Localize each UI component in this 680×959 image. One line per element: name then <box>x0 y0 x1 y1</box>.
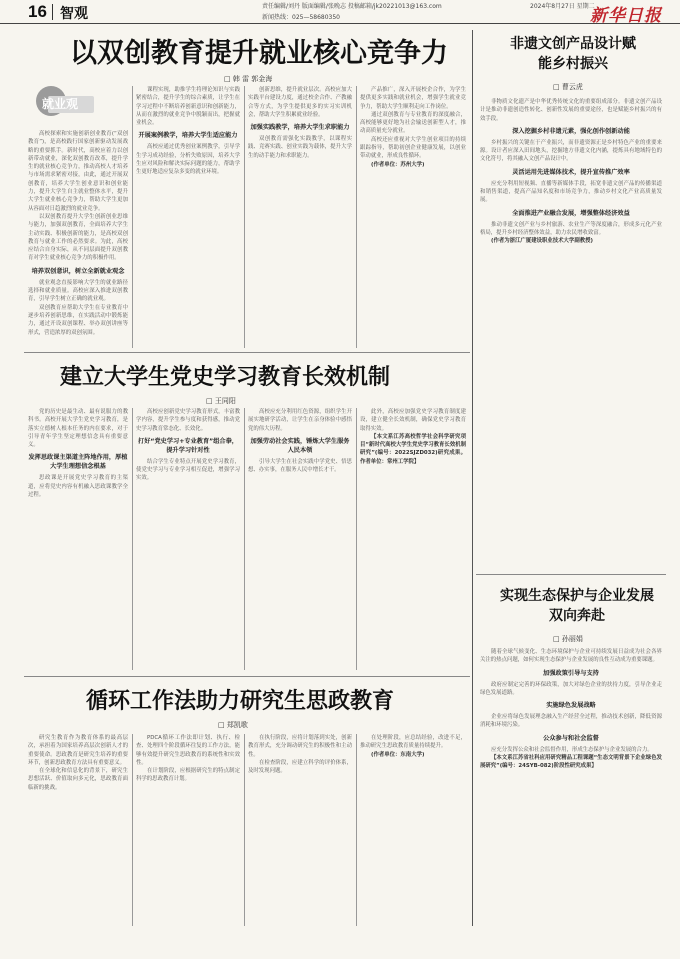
paragraph: 在执行阶段，应将计划落到实处，创新教育形式，充分调动研究生的积极性和主动性。 <box>248 735 352 758</box>
author-note: (作者单位：东南大学) <box>371 751 425 758</box>
article5-byline: □ 孙丽娟 <box>553 635 583 643</box>
article3-column-2 <box>136 408 240 670</box>
paragraph: 就业观念直接影响大学生的就业路径选择和就业质量。高校应深入推进双创教育，引导学生树立正确的就业观。 <box>28 279 128 303</box>
subheading: 加强劳动社会实践，锤炼大学生服务人民本领 <box>250 437 350 454</box>
paragraph: 乡村振兴的关键在于产业振兴，而非遗资源正是乡村特色产业的重要来源。设计者应深入田间地头，挖掘地方非遗文化内涵，提炼具有地域特色的文化符号，将其融入文创产品设计中。 <box>480 139 662 163</box>
article5-body <box>480 648 662 924</box>
article3-column-3 <box>248 408 352 670</box>
paragraph: 通过双创教育与专业教育的深度融合，高校能够更好地为社会输送创新型人才，推动高质量充分就业。 <box>360 111 466 135</box>
paragraph: 创新思维，提升就业层次。高校应加大实践平台建设力度，通过校企合作、产教融合等方式，为学生提供更多的实习实训机会，帮助大学生积累就业经验。 <box>248 87 352 118</box>
paragraph: 党的历史是最生动、最有说服力的教科书。高校开展大学生党史学习教育，是落实立德树人根本任务的内在要求，对于引导青年学生坚定理想信念具有重要意义。 <box>28 409 128 449</box>
page-number: 16 <box>28 2 47 21</box>
paragraph: 在处理阶段，应总结经验，改进不足，推动研究生思政教育质量持续提升。 <box>360 735 466 750</box>
article4-column-1 <box>28 734 128 926</box>
column-divider <box>356 734 357 926</box>
research-note: 【本文系江苏高校哲学社会科学研究项目“新时代高校大学生党史学习教育长效机制研究”(编号：2022SJZD032)研究成果。作者单位：常州工学院】 <box>360 433 466 465</box>
column-divider <box>132 734 133 926</box>
subheading: 加强实践教学，培养大学生求职能力 <box>250 124 350 132</box>
article5-title-text: 实现生态保护与企业发展双向奔赴 <box>500 588 654 624</box>
page-masthead <box>0 0 680 24</box>
article4-column-2 <box>136 734 240 926</box>
paragraph: 双创教育应帮助大学生在专业教育中逐步培养创新思维，在实践活动中锻炼能力，通过开设双创课程、举办双创讲座等形式，营造浓厚的双创氛围。 <box>28 304 128 336</box>
column-divider <box>132 86 133 348</box>
news-hotline: 新闻热线：025—58680350 <box>262 14 340 21</box>
article2-title: 非遗文创产品设计赋能乡村振兴 <box>510 36 636 72</box>
column-divider <box>356 86 357 348</box>
editor-info: 责任编辑/刘丹 版面编辑/张晚志 投稿邮箱/jk20221013@163.com <box>262 3 442 10</box>
article1-column-4 <box>360 86 466 348</box>
article1-title: 以双创教育提升就业核心竞争力 <box>70 38 448 69</box>
subheading: 发挥思政课主渠道主阵地作用，厚植大学生理想信念根基 <box>28 454 128 471</box>
research-note: 【本文系江苏省社科应用研究精品工程课题“生态文明背景下企业绿色发展研究”(编号：24SYB-082)阶段性研究成果】 <box>480 755 662 770</box>
column-divider <box>244 86 245 348</box>
subheading: 灵活运用先进媒体技术，提升宣传推广效率 <box>512 168 630 176</box>
paragraph: 随着全球气候变化、生态环境保护与企业可持续发展日益成为社会各界关注的热点问题，如何实现生态保护与企业发展的良性互动成为重要课题。 <box>480 649 662 664</box>
subheading: 培养双创意识，树立全新就业观念 <box>31 267 125 275</box>
paragraph: 结合学生专业特点开展党史学习教育，使党史学习与专业学习相互促进，增强学习实效。 <box>136 458 240 482</box>
article4-title: 循环工作法助力研究生思政教育 <box>86 689 395 714</box>
article1-column-3 <box>248 86 352 348</box>
horizontal-divider <box>476 574 666 575</box>
article4-column-3 <box>248 734 352 926</box>
paragraph: PDCA循环工作法即计划、执行、检查、处理四个阶段循环往复的工作方法，能够有效提升研究生思政教育的系统性和实效性。 <box>136 735 240 766</box>
paragraph: 思政课是开展党史学习教育的主渠道，应将党史内容有机融入思政课教学全过程。 <box>28 475 128 499</box>
article1-column-2 <box>136 86 240 348</box>
column-divider <box>244 734 245 926</box>
employment-badge <box>36 84 96 126</box>
issue-date: 2024年8月27日 星期二 <box>530 3 595 10</box>
paragraph: 以双创教育提升大学生创新创业思维与能力，加强双创教育，全面培养大学生主动实践、积极创新的能力，是高校双创教育与就业工作的必然要求。为此，高校应结合自身实际，从不同层面提升双创教育对学生就业核心竞争力的积极作用。 <box>28 213 128 262</box>
article1-byline: □ 韩 雷 郭金海 <box>224 75 273 83</box>
paragraph: 政府应制定完善的环保政策，加大对绿色企业的扶持力度，引导企业走绿色发展道路。 <box>480 681 662 696</box>
subheading: 开展案例教学，培养大学生适应能力 <box>138 132 238 140</box>
newspaper-logo: 新华日报 <box>590 6 662 26</box>
paragraph: 双创教育需强化实践教学，以课程实践、竞赛实践、创业实践为载体，提升大学生的动手能力和求职能力。 <box>248 136 352 159</box>
paragraph: 推动非遗文创产业与乡村旅游、农业生产等深度融合，形成多元化产业格局，提升乡村经济整体效益，助力农民增收致富。 <box>480 221 662 236</box>
masthead-divider <box>52 4 53 20</box>
subheading: 加强政策引导与支持 <box>543 669 599 677</box>
article4-byline: □ 郑凯歌 <box>218 721 248 729</box>
paragraph: 高校应充分利用红色资源，组织学生开展实地研学活动，让学生在亲身体验中感悟党的伟大历程。 <box>248 409 352 432</box>
paragraph: 在计划阶段，应根据研究生的特点制定科学的思政教育计划。 <box>136 768 240 783</box>
paragraph: 研究生教育作为教育体系的最高层次，承担着为国家培养高层次创新人才的重要使命。思政教育是研究生培养的重要环节，创新思政教育方法具有重要意义。 <box>28 735 128 766</box>
paragraph: 高校应创新党史学习教育形式，丰富教学内容，提升学生参与度和获得感，推动党史学习教育常态化、长效化。 <box>136 409 240 432</box>
column-divider <box>356 408 357 670</box>
paragraph: 企业应将绿色发展理念融入生产经营全过程，推动技术创新，降低资源消耗和环境污染。 <box>480 714 662 729</box>
article3-byline: □ 王同阳 <box>206 397 236 405</box>
horizontal-divider <box>24 676 470 677</box>
article4-column-4 <box>360 734 466 926</box>
subheading: 实施绿色发展战略 <box>546 702 596 710</box>
column-divider <box>132 408 133 670</box>
article3-title: 建立大学生党史学习教育长效机制 <box>60 365 391 390</box>
paragraph: 在检查阶段，应建立科学的评价体系，及时发现问题。 <box>248 759 352 775</box>
column-divider <box>244 408 245 670</box>
subheading: 打好“党史学习+专业教育”组合拳，提升学习针对性 <box>138 437 238 454</box>
section-name: 智观 <box>60 6 88 22</box>
paragraph: 应充分发挥公众和社会监督作用，形成生态保护与企业发展的合力。 <box>491 746 653 753</box>
article3-column-4 <box>360 408 466 670</box>
article2-byline: □ 曹云虎 <box>553 83 583 91</box>
paragraph: 高校还应重视对大学生创业项目的持续跟踪指导，帮助初创企业健康发展，以创业带动就业，形成良性循环。 <box>360 136 466 160</box>
subheading: 全面推进产业融合发展，增强整体经济效益 <box>512 209 630 217</box>
article2-body <box>480 98 662 566</box>
article3-column-1 <box>28 408 128 670</box>
subheading: 深入挖掘乡村非遗元素，强化创作创新动能 <box>512 127 630 135</box>
paragraph: 课程实现，助推学生将理论知识与实践紧密结合，提升学生的综合素质，让学生在学习过程中不断培养创新意识和创新能力，从而在激烈的就业竞争中脱颖而出，把握就业机会。 <box>136 87 240 127</box>
author-note: (作者为浙江广厦建设职业技术大学副教授) <box>491 238 593 245</box>
badge-text: 就业观 <box>42 97 79 111</box>
paragraph: 引导大学生在社会实践中学党史、悟思想、办实事，在服务人民中增长才干。 <box>248 458 352 474</box>
section-divider <box>472 30 473 926</box>
paragraph: 高校应通过优秀创业案例教学，引导学生学习成功经验，分析失败原因，培养大学生应对风险和解决实际问题的能力，帮助学生更好地适应复杂多变的就业环境。 <box>136 144 240 176</box>
paragraph: 在全球化和信息化的背景下，研究生思想活跃、价值取向多元化，思政教育面临新的挑战。 <box>28 768 128 791</box>
paragraph: 高校探索和实施创新创业教育(“双创教育”)，是高校践行国家创新驱动发展战略的重要抓手。新时代，高校应着力以创新带动就业，深化双创教育改革，提升学生的就业核心竞争力，推动高校人才培养与市场需求紧密对接，由此，通过开展双创教育，培养大学生创业意识和创业能力，提升大学生自主就业整体水平，提升大学生就业核心竞争力，帮助大学生更加从容面对日趋激烈的就业竞争。 <box>28 131 128 212</box>
article1-column-1 <box>28 130 128 348</box>
article2-title-line1 <box>510 34 636 74</box>
paragraph: 非物质文化遗产是中华优秀传统文化的重要组成部分。非遗文创产品设计是推动非遗创造性转化、创新性发展的重要途径，也是赋能乡村振兴的有效手段。 <box>480 99 662 122</box>
paragraph: 应充分利用短视频、直播等新媒体手段，拓宽非遗文创产品的传播渠道和销售渠道，提高产品知名度和市场竞争力，推动乡村文化产业高质量发展。 <box>480 180 662 204</box>
author-note: (作者单位：苏州大学) <box>371 161 425 168</box>
paragraph: 产品推广，深入开展校企合作，为学生提供更多实践和就业机会，增强学生就业竞争力，帮助大学生顺利走向工作岗位。 <box>360 87 466 110</box>
subheading: 公众参与和社会监督 <box>543 734 599 742</box>
paragraph: 此外，高校应加强党史学习教育制度建设，建立健全长效机制，确保党史学习教育取得实效。 <box>360 409 466 432</box>
horizontal-divider <box>24 352 470 353</box>
article5-title <box>497 586 657 626</box>
